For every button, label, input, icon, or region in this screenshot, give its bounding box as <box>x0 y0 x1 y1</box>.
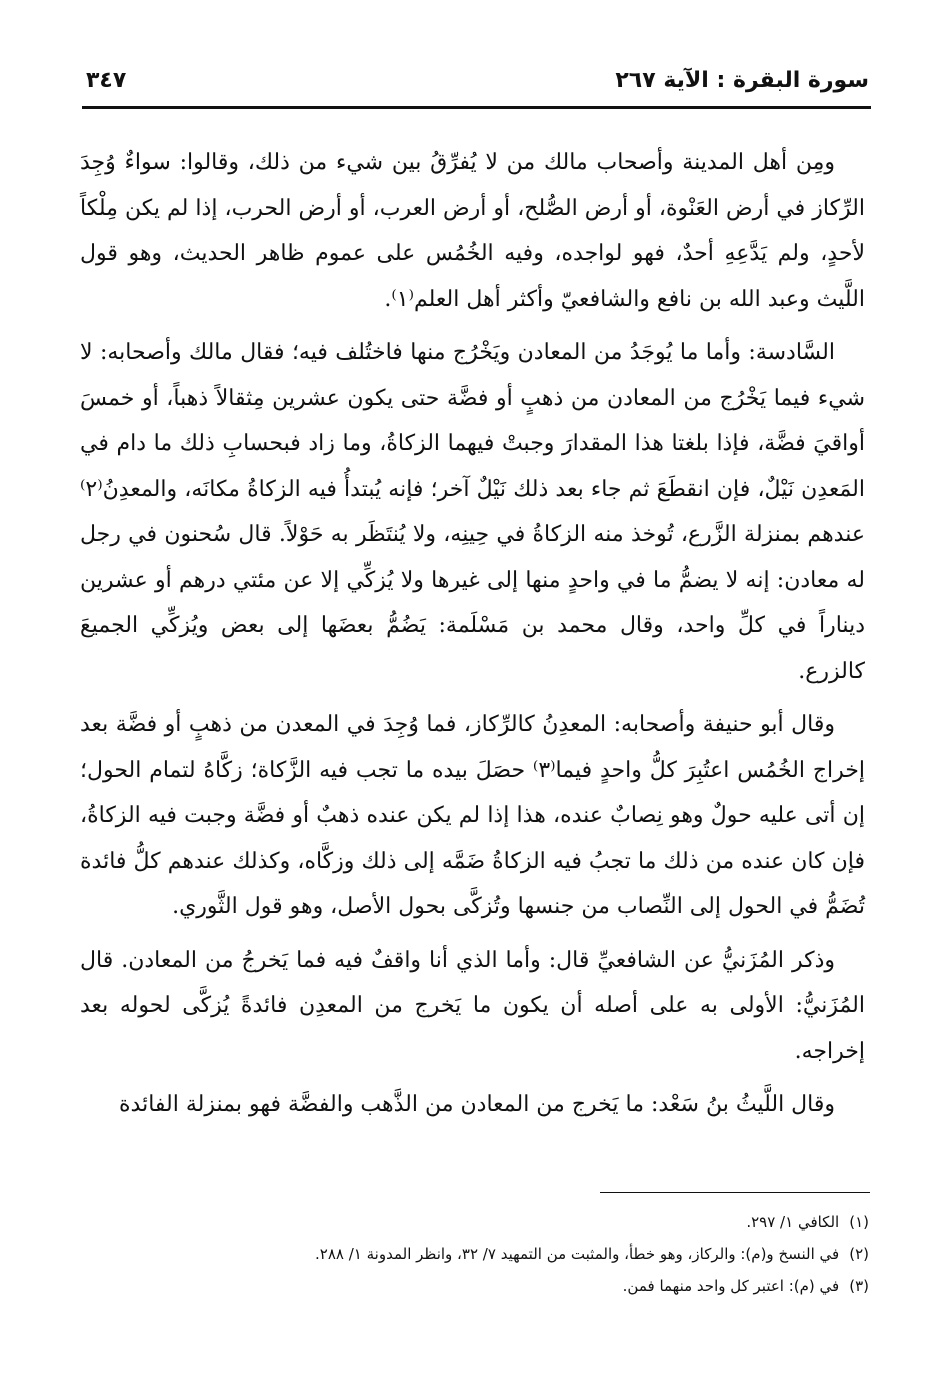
paragraph: وقال اللَّيثُ بنُ سَعْد: ما يَخرج من المعادن من الذَّهب والفضَّة فهو بمنزلة الفائدة <box>119 1092 835 1117</box>
page-number: ٣٤٧ <box>86 67 127 93</box>
footnote-text: الكافي ١/ ٢٩٧. <box>746 1213 840 1231</box>
header-rule <box>82 106 871 109</box>
footnote-rule <box>600 1192 870 1193</box>
footnote-number: (٣) <box>849 1277 869 1295</box>
header-title: سورة البقرة : الآية ٢٦٧ <box>615 67 869 93</box>
paragraph: ومِن أهل المدينة وأصحاب مالك من لا يُفرِّقُ بين شيء من ذلك، وقالوا: سواءٌ وُجِدَ الرِّكاز في أرض العَنْوة، أو أرض الصُّلح، أو أرض العرب، أو أرض الحرب، إذا لم يكن مِلْكاً لأحدٍ، ولم يَدَّعِهِ أحدٌ، فهو لواجده، وفيه الخُمُس على عموم ظاهر الحديث، وهو قول اللَّيث وعبد الله بن نافع والشافعيّ وأكثر أهل العلم⁽١⁾. <box>80 150 865 312</box>
footnote <box>80 1238 869 1270</box>
footnotes <box>80 1206 869 1302</box>
paragraph: السَّادسة: وأما ما يُوجَدُ من المعادن ويَخْرُج منها فاختُلف فيه؛ فقال مالك وأصحابه: لا شيء فيما يَخْرُج من المعادن من ذهبٍ أو فضَّة حتى يكون عشرين مِثقالاً ذهباً، أو خمسَ أواقيَ فضَّة، فإذا بلغتا هذا المقدارَ وجبتْ فيهما الزكاةُ، وما زاد فبحسابِ ذلك ما دام في المَعدِن نَيْلٌ، فإن انقطَعَ ثم جاء بعد ذلك نَيْلٌ آخر؛ فإنه يُبتدأُ فيه الزكاةُ مكانَه، والمعدِنُ⁽٢⁾ عندهم بمنزلة الزَّرع، تُوخذ منه الزكاةُ في حِينِه، ولا يُنتَظَر به حَوْلاً. قال سُحنون في رجل له معادن: إنه لا يضمُّ ما في واحدٍ منها إلى غيرها ولا يُزكِّي إلا عن مئتي درهم أو عشرين ديناراً في كلِّ واحد، وقال محمد بن مَسْلَمة: يَضُمُّ بعضَها إلى بعض ويُزكِّي الجميعَ كالزرع. <box>80 340 865 684</box>
footnote <box>80 1270 869 1302</box>
footnote-text: في (م): اعتبر كل واحد منهما فمن. <box>622 1277 840 1295</box>
footnote-number: (١) <box>849 1213 869 1231</box>
footnote-number: (٢) <box>849 1245 869 1263</box>
main-text <box>80 140 865 1136</box>
running-header <box>86 60 869 100</box>
paragraph: وقال أبو حنيفة وأصحابه: المعدِنُ كالرِّكاز، فما وُجِدَ في المعدن من ذهبٍ أو فضَّة بعد إخراج الخُمُس اعتُبِرَ كلُّ واحدٍ فيما⁽٣⁾ حصَلَ بيده ما تجب فيه الزَّكاة؛ زكَّاهُ لتمام الحول؛ إن أتى عليه حولٌ وهو نِصابٌ عنده، هذا إذا لم يكن عنده ذهبٌ أو فضَّة وجبت فيه الزكاةُ، فإن كان عنده من ذلك ما تجبُ فيه الزكاةُ ضَمَّه إلى ذلك وزكَّاه، وكذلك عندهم كلُّ فائدة تُضَمُّ في الحول إلى النِّصاب من جنسها وتُزكَّى بحول الأصل، وهو قول الثَّوري. <box>80 712 865 919</box>
footnote-text: في النسخ و(م): والركاز، وهو خطأ، والمثبت من التمهيد ٧/ ٣٢، وانظر المدونة ١/ ٢٨٨. <box>315 1245 840 1263</box>
paragraph: وذكر المُزَنيُّ عن الشافعيِّ قال: وأما الذي أنا واقفٌ فيه فما يَخرجُ من المعادن. قال المُزَنيُّ: الأولى به على أصله أن يكون ما يَخرج من المعدِن فائدةً يُزكَّى لحوله بعد إخراجه. <box>80 947 865 1064</box>
footnote <box>80 1206 869 1238</box>
